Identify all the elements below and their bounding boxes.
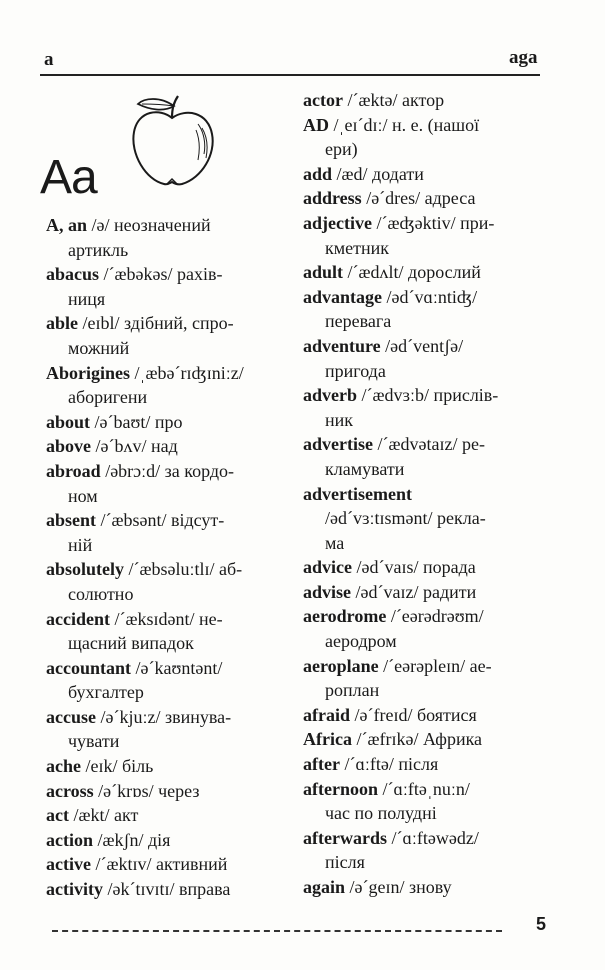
entry-line xyxy=(46,607,291,632)
definition: /ˊæbəkəs/ рахів- xyxy=(99,264,223,285)
definition-continuation: ниця xyxy=(68,288,106,309)
dictionary-entry xyxy=(46,779,291,804)
dictionary-entry xyxy=(303,383,548,432)
dictionary-entry xyxy=(303,531,548,556)
headword: A, an xyxy=(46,215,88,235)
dictionary-entry xyxy=(46,361,291,410)
dictionary-entry xyxy=(303,334,548,383)
entry-line xyxy=(303,113,548,138)
definition: /ˊɑːftəˌnuːn/ xyxy=(378,778,470,799)
header-rule xyxy=(40,74,540,76)
dictionary-entry xyxy=(303,482,548,531)
dictionary-entry xyxy=(303,285,548,334)
headword: absent xyxy=(46,510,97,531)
definition: /ˊæksɪdənt/ не- xyxy=(109,608,223,629)
headword: Africa xyxy=(303,729,352,750)
entry-line xyxy=(46,410,291,435)
headword: advertisement xyxy=(303,483,412,504)
headword: actor xyxy=(303,90,343,110)
dictionary-entry xyxy=(303,654,548,703)
headword: aeroplane xyxy=(303,655,379,676)
headword: afternoon xyxy=(303,778,378,799)
entry-line xyxy=(303,260,548,285)
definition: /əˊfreɪd/ боятися xyxy=(350,704,477,725)
entry-line xyxy=(303,383,548,408)
entry-line xyxy=(303,88,548,113)
entry-line xyxy=(303,555,548,580)
dictionary-entry xyxy=(46,877,291,902)
definition: /əˊdres/ адреса xyxy=(361,188,476,209)
entry-line xyxy=(303,162,548,187)
definition: /ˊæktɪv/ активний xyxy=(90,854,228,875)
definition-continuation: /ədˊvɜːtɪsmənt/ рекла- xyxy=(325,508,486,529)
entry-line xyxy=(46,213,291,238)
dictionary-entry xyxy=(46,828,291,853)
definition: /ˊæfrɪkə/ Африка xyxy=(351,729,483,750)
headword: across xyxy=(46,780,94,801)
dictionary-entry xyxy=(303,703,548,728)
dictionary-entry xyxy=(303,604,548,653)
headword: advertise xyxy=(303,434,373,455)
entry-line xyxy=(303,432,548,457)
footer-rule xyxy=(52,930,502,932)
headword: adjective xyxy=(303,212,372,233)
entry-line xyxy=(46,779,291,804)
entry-line xyxy=(303,727,548,752)
headword: afterwards xyxy=(303,827,387,848)
guide-word-left: a xyxy=(44,49,54,70)
headword: add xyxy=(303,163,333,184)
headword: AD xyxy=(303,114,329,135)
entry-line xyxy=(303,211,548,236)
headword: abacus xyxy=(46,264,100,285)
page-number: 5 xyxy=(536,914,547,934)
entry-line xyxy=(303,654,548,679)
entry-line xyxy=(46,508,291,533)
definition: /ˌeɪˊdɪː/ н. е. (нашої xyxy=(329,114,480,135)
headword: address xyxy=(303,188,362,209)
headword: absolutely xyxy=(46,559,125,580)
headword: above xyxy=(46,436,91,457)
definition: /eɪbl/ здібний, спро- xyxy=(78,313,234,334)
entry-line xyxy=(46,311,291,336)
definition: /ˊædʌlt/ дорослий xyxy=(343,262,481,283)
definition: /ədˊvɑːntiʤ/ xyxy=(382,286,478,307)
entry-line xyxy=(303,285,548,310)
definition-continuation: кметник xyxy=(325,237,390,258)
entry-line xyxy=(303,875,548,900)
entry-line xyxy=(303,482,548,507)
dictionary-entry xyxy=(46,607,291,656)
definition-continuation: роплан xyxy=(325,680,380,701)
headword: Aborigines xyxy=(46,362,131,383)
definition: /əˊkjuːz/ звинува- xyxy=(95,706,232,727)
dictionary-entry xyxy=(303,555,548,580)
dictionary-entry xyxy=(303,186,548,211)
headword: again xyxy=(303,877,346,897)
headword: act xyxy=(46,805,69,826)
entry-line xyxy=(46,656,291,681)
entry-line xyxy=(46,434,291,459)
headword: adult xyxy=(303,262,344,283)
headword: advantage xyxy=(303,286,383,307)
dictionary-entry xyxy=(46,434,291,459)
entry-line xyxy=(46,459,291,484)
entry-line xyxy=(46,557,291,582)
definition: /ˊædvɜːb/ прислів- xyxy=(357,385,499,406)
definition-continuation: пригода xyxy=(325,360,386,381)
dictionary-entry xyxy=(303,88,548,113)
definition: /ˊæbsənt/ відсут- xyxy=(96,510,225,531)
headword: about xyxy=(46,411,91,432)
headword: able xyxy=(46,313,79,334)
definition-continuation: кламувати xyxy=(325,458,405,479)
definition: /ədˊvaɪs/ порада xyxy=(352,557,476,578)
definition: /ədˊvaɪz/ радити xyxy=(351,581,477,602)
entry-line xyxy=(303,604,548,629)
definition: /ˊæʤəktiv/ при- xyxy=(371,212,495,233)
headword: advice xyxy=(303,557,352,578)
definition: /ˊɑːftəwədz/ xyxy=(386,827,479,848)
definition-continuation: ній xyxy=(68,534,93,555)
dictionary-entry xyxy=(46,754,291,779)
headword: action xyxy=(46,829,93,850)
definition: /ˊɑːftə/ після xyxy=(339,754,439,775)
dictionary-entry xyxy=(46,459,291,508)
definition-continuation: можний xyxy=(68,337,130,358)
definition: /ækʃn/ дія xyxy=(93,829,171,850)
definition: /ˊædvətaɪz/ ре- xyxy=(372,434,485,455)
entry-line xyxy=(46,705,291,730)
dictionary-entry xyxy=(303,875,548,900)
entry-line xyxy=(303,703,548,728)
entry-line xyxy=(46,877,291,902)
dictionary-entry xyxy=(303,826,548,875)
definition: /əˊgeɪn/ знову xyxy=(345,877,452,897)
entry-line xyxy=(46,803,291,828)
headword: abroad xyxy=(46,460,101,481)
definition-continuation: перевага xyxy=(325,311,392,332)
definition-continuation: чувати xyxy=(68,731,120,752)
dictionary-entry xyxy=(303,432,548,481)
headword: ache xyxy=(46,756,81,777)
headword: afraid xyxy=(303,704,350,725)
definition-continuation: аборигени xyxy=(68,387,148,408)
definition: /əbrɔːd/ за кордо- xyxy=(100,460,235,481)
right-column xyxy=(303,88,548,900)
entry-line xyxy=(303,186,548,211)
headword: activity xyxy=(46,879,103,900)
headword: adverb xyxy=(303,385,357,406)
headword: accident xyxy=(46,608,110,629)
definition-continuation: артикль xyxy=(68,239,129,260)
definition: /ækt/ акт xyxy=(68,805,139,826)
letter-heading: Aa xyxy=(40,151,97,204)
definition: /əkˊtɪvɪtɪ/ вправа xyxy=(102,879,231,900)
entry-line xyxy=(46,828,291,853)
dictionary-entry xyxy=(46,508,291,557)
dictionary-entry xyxy=(303,162,548,187)
dictionary-entry xyxy=(46,557,291,606)
definition-continuation: щасний випадок xyxy=(68,633,194,654)
entry-line xyxy=(46,262,291,287)
dictionary-entry xyxy=(303,211,548,260)
definition: /ˊæktə/ актор xyxy=(342,90,445,110)
dictionary-entry xyxy=(303,260,548,285)
headword: advise xyxy=(303,581,352,602)
dictionary-entry xyxy=(303,580,548,605)
definition: /əˊbaʊt/ про xyxy=(90,411,183,432)
definition: /ˊeərədrəʊm/ xyxy=(386,606,484,627)
dictionary-entry xyxy=(303,752,548,777)
dictionary-entry xyxy=(46,262,291,311)
definition: /æd/ додати xyxy=(332,163,424,184)
entry-line xyxy=(46,852,291,877)
dictionary-entry xyxy=(303,113,548,162)
definition: /ˊeərəpleɪn/ ае- xyxy=(378,655,492,676)
definition: /eɪk/ біль xyxy=(81,756,154,777)
dictionary-entry xyxy=(46,410,291,435)
definition: /əˊkaʊntənt/ xyxy=(131,657,223,678)
entry-line xyxy=(46,754,291,779)
dictionary-entry xyxy=(46,705,291,754)
headword: aerodrome xyxy=(303,606,387,627)
definition: /ˌæbəˊrɪʤɪniːz/ xyxy=(130,362,244,383)
definition-continuation: ник xyxy=(325,409,354,430)
guide-word-right: aga xyxy=(509,47,538,68)
definition: /ˊæbsəluːtlɪ/ аб- xyxy=(124,559,243,580)
headword: accuse xyxy=(46,706,96,727)
headword: accountant xyxy=(46,657,131,678)
definition-continuation: ери) xyxy=(325,139,358,160)
definition-continuation: ма xyxy=(325,532,345,553)
definition-continuation: аеродром xyxy=(325,631,397,652)
entry-line xyxy=(303,752,548,777)
entry-line xyxy=(303,826,548,851)
definition: /ə/ неозначений xyxy=(87,215,211,235)
definition-continuation: час по полудні xyxy=(325,803,437,824)
entry-line xyxy=(303,777,548,802)
headword: active xyxy=(46,854,91,875)
dictionary-entry xyxy=(46,852,291,877)
dictionary-entry xyxy=(46,311,291,360)
left-column xyxy=(46,213,291,902)
definition: /əˊbʌv/ над xyxy=(91,436,178,457)
headword: adventure xyxy=(303,335,381,356)
dictionary-entry xyxy=(46,213,291,262)
definition-continuation: після xyxy=(325,852,365,873)
dictionary-entry xyxy=(46,656,291,705)
entry-line xyxy=(303,580,548,605)
definition-continuation: ном xyxy=(68,485,98,506)
definition: /ədˊventʃə/ xyxy=(380,335,464,356)
apple-icon xyxy=(120,88,225,193)
dictionary-entry xyxy=(303,777,548,826)
definition-continuation: бухгалтер xyxy=(68,682,144,703)
entry-line xyxy=(303,334,548,359)
dictionary-entry xyxy=(303,727,548,752)
entry-line xyxy=(46,361,291,386)
definition: /əˊkrɒs/ через xyxy=(93,780,200,801)
headword: after xyxy=(303,754,340,775)
dictionary-entry xyxy=(46,803,291,828)
definition-continuation: солютно xyxy=(68,583,134,604)
